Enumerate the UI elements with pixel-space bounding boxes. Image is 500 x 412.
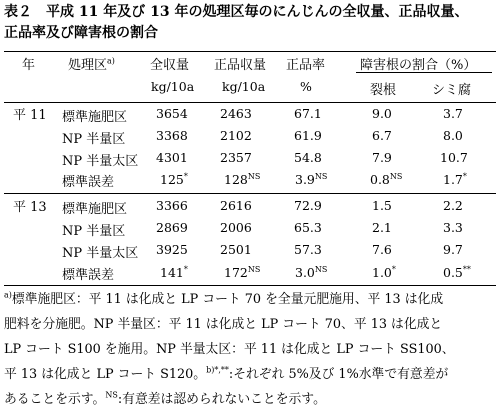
cell-rate: 72.9 bbox=[294, 198, 322, 213]
header-unit-total: kg/10a bbox=[151, 79, 195, 94]
header-year: 年 bbox=[22, 58, 36, 73]
cell-rate: 65.3 bbox=[294, 220, 322, 235]
cell-total: 4301 bbox=[156, 150, 188, 165]
header-bottom-rule bbox=[4, 102, 496, 103]
cell-crack: 6.7 bbox=[372, 128, 392, 143]
table-bottom-rule bbox=[4, 285, 496, 286]
row-plot: NP 半量太区 bbox=[62, 246, 139, 261]
row-plot: NP 半量太区 bbox=[62, 154, 139, 169]
cell-good: 2006 bbox=[220, 220, 252, 235]
cell-good: 2616 bbox=[220, 198, 252, 213]
row-plot: 標準施肥区 bbox=[62, 202, 128, 217]
cell-total: 3925 bbox=[156, 242, 188, 257]
header-good-yield: 正品収量 bbox=[214, 58, 267, 73]
group-year: 平 13 bbox=[13, 200, 47, 215]
cell-crack: 1.0* bbox=[372, 264, 396, 280]
caption-line1: 平成 11 年及び 13 年の処理区毎のにんじんの全収量、正品収量、 bbox=[46, 4, 469, 20]
row-plot: NP 半量区 bbox=[62, 132, 126, 147]
cell-spot: 8.0 bbox=[443, 128, 463, 143]
cell-rate: 61.9 bbox=[294, 128, 322, 143]
cell-spot: 3.7 bbox=[443, 106, 463, 121]
cell-good: 2357 bbox=[220, 150, 252, 165]
cell-crack: 2.1 bbox=[372, 220, 392, 235]
header-spot: シミ腐 bbox=[432, 83, 472, 98]
cell-crack: 9.0 bbox=[372, 106, 392, 121]
header-unit-rate: % bbox=[300, 79, 312, 94]
cell-good: 2501 bbox=[220, 242, 252, 257]
cell-crack: 1.5 bbox=[372, 198, 392, 213]
row-plot: NP 半量区 bbox=[62, 224, 126, 239]
header-damage: 障害根の割合（%） bbox=[360, 58, 477, 73]
footnote-line: 肥料を分施肥。NP 半量区：平 11 は化成と LP コート 70、平 13 は化成と bbox=[4, 317, 443, 332]
caption-line2: 正品率及び障害根の割合 bbox=[4, 25, 158, 41]
cell-total: 3368 bbox=[156, 128, 188, 143]
group-year: 平 11 bbox=[13, 108, 47, 123]
cell-spot: 0.5** bbox=[443, 264, 471, 280]
table-caption bbox=[4, 2, 496, 44]
cell-rate: $3.0^{NS}$ bbox=[295, 264, 328, 280]
cell-rate: $3.9^{NS}$ bbox=[295, 171, 328, 187]
cell-total: 125* bbox=[160, 171, 188, 187]
cell-rate: 67.1 bbox=[294, 106, 322, 121]
cell-total: 141* bbox=[160, 264, 188, 280]
cell-good: $128^{NS}$ bbox=[224, 171, 261, 187]
footnote-line: LP コート S100 を施用。NP 半量太区：平 11 は化成と LP コート SS100、 bbox=[4, 342, 455, 357]
cell-crack: 7.9 bbox=[372, 150, 392, 165]
cell-total: 2869 bbox=[156, 220, 188, 235]
header-total-yield: 全収量 bbox=[150, 58, 190, 73]
header-crack: 裂根 bbox=[370, 83, 397, 98]
cell-rate: 57.3 bbox=[294, 242, 322, 257]
cell-good: 2102 bbox=[220, 128, 252, 143]
cell-crack: 7.6 bbox=[372, 242, 392, 257]
footnote-line: 平 13 は化成と LP コート S120。$^{b)*,**}$:それぞれ 5%及び 1%水準で有意差が bbox=[4, 365, 449, 382]
cell-spot: 9.7 bbox=[443, 242, 463, 257]
row-plot: 標準施肥区 bbox=[62, 110, 128, 125]
cell-crack: $0.8^{NS}$ bbox=[370, 171, 403, 187]
footnote-line: $^{a)}$標準施肥区：平 11 は化成と LP コート 70 を全量元肥施用、平 13 は化成 bbox=[4, 290, 444, 307]
row-plot: 標準誤差 bbox=[62, 268, 115, 283]
table-top-rule bbox=[4, 51, 496, 52]
header-good-rate: 正品率 bbox=[286, 58, 326, 73]
cell-spot: 2.2 bbox=[443, 198, 463, 213]
cell-good: 2463 bbox=[220, 106, 252, 121]
table-footnotes bbox=[4, 287, 496, 412]
cell-good: $172^{NS}$ bbox=[224, 264, 261, 280]
cell-rate: 54.8 bbox=[294, 150, 322, 165]
row-plot: 標準誤差 bbox=[62, 175, 115, 190]
header-plot: 処理区$^{a)}$ bbox=[68, 56, 115, 73]
cell-spot: 1.7* bbox=[443, 171, 467, 187]
footnote-line: あることを示す。$^{NS}$:有意差は認められないことを示す。 bbox=[4, 390, 326, 407]
cell-total: 3654 bbox=[156, 106, 188, 121]
caption-label: 表２ bbox=[4, 4, 32, 20]
header-unit-good: kg/10a bbox=[222, 79, 266, 94]
group-separator-rule bbox=[4, 193, 496, 194]
cell-total: 3366 bbox=[156, 198, 188, 213]
cell-spot: 10.7 bbox=[440, 150, 468, 165]
cell-spot: 3.3 bbox=[443, 220, 463, 235]
